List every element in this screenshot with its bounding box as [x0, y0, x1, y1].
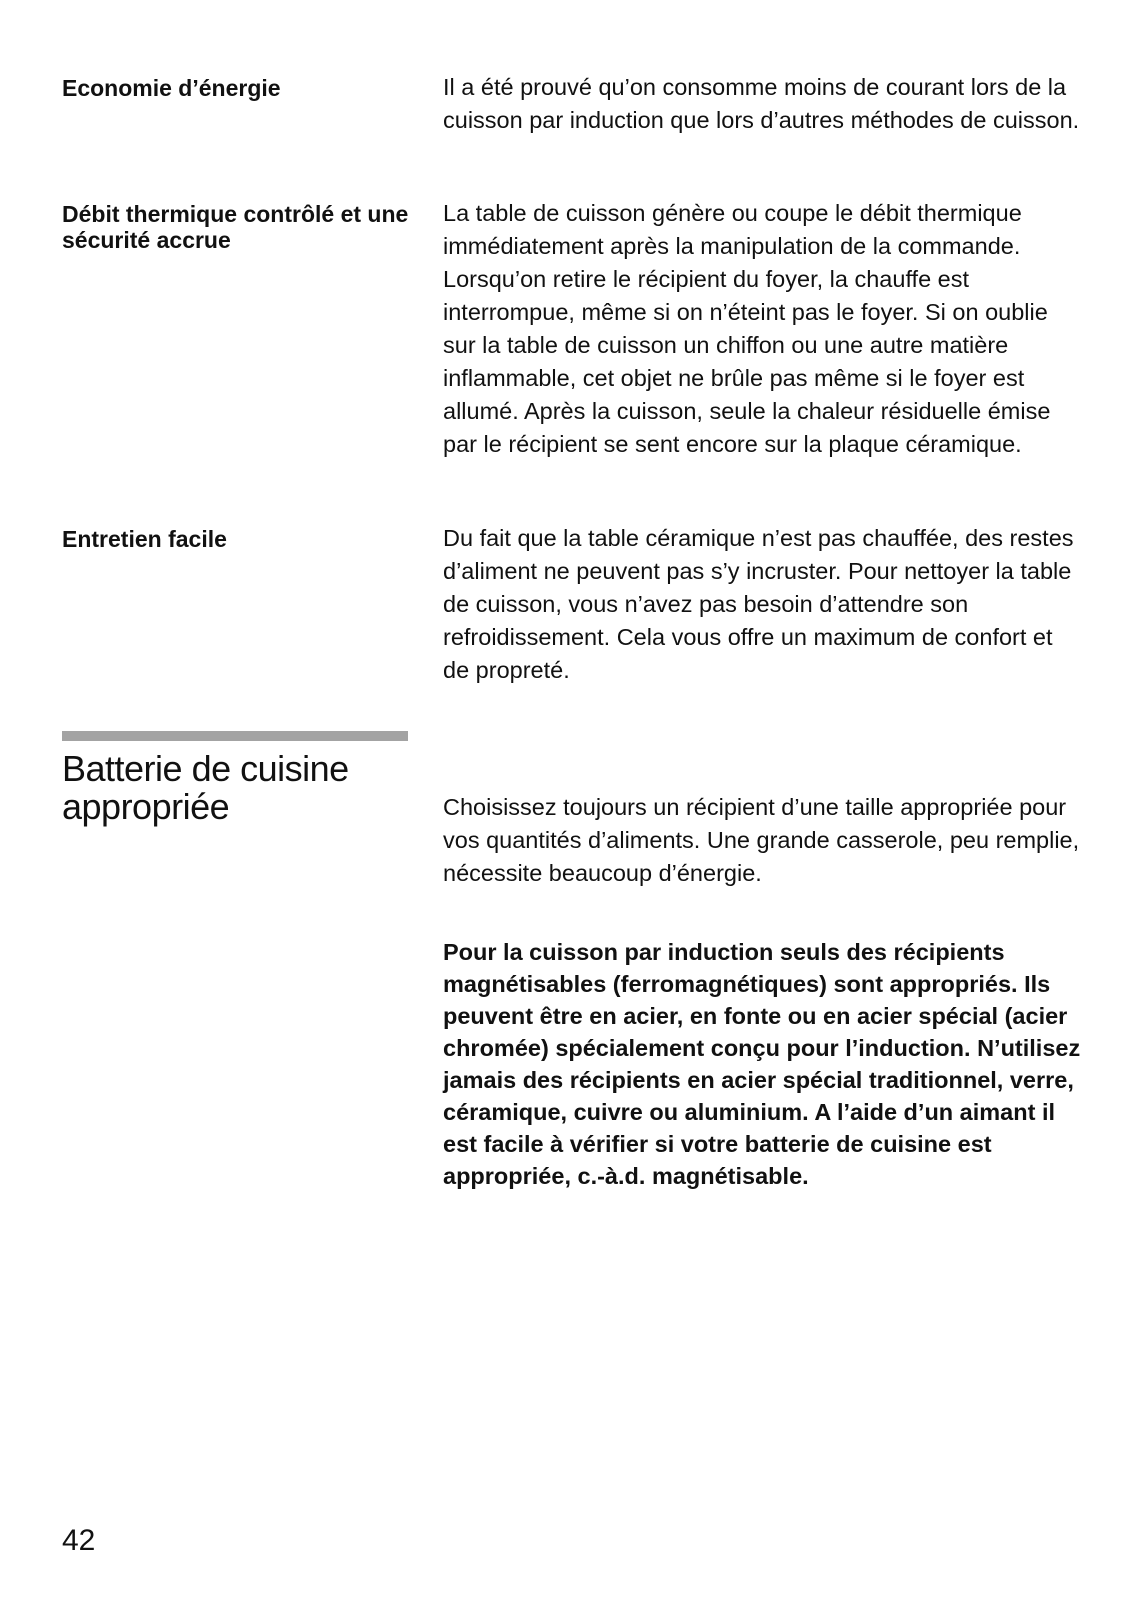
feature-cleaning-label: Entretien facile — [62, 526, 227, 552]
feature-energy-text: Il a été prouvé qu’on consomme moins de courant lors de la cuisson par induction que lors d’autres méthodes de cuisson. — [443, 74, 1080, 133]
section-divider — [62, 731, 408, 741]
feature-cleaning-text: Du fait que la table céramique n’est pas chauffée, des restes d’aliment ne peuvent pas s’y incruster. Pour nettoyer la table de cuisson, vous n’avez pas besoin d’attendre son refroidissement. Cela vous offre un maximum de confort et de propreté. — [443, 525, 1074, 683]
page-number: 42 — [62, 1524, 96, 1557]
section-paragraph: Choisissez toujours un récipient d’une taille appropriée pour vos quantités d’aliments. Une grande casserole, peu remplie, nécessite beaucoup d’énergie. — [443, 794, 1080, 886]
feature-safety-text: La table de cuisson génère ou coupe le débit thermique immédiatement après la manipulation de la commande. Lorsqu’on retire le récipient du foyer, la chauffe est interrompue, même si on n’éteint pas le foyer. Si on oublie sur la table de cuisson un chiffon ou une autre matière inflammable, cet objet ne brûle pas même si le foyer est allumé. Après la cuisson, seule la chaleur résiduelle émise par le récipient se sent encore sur la plaque céramique. — [443, 200, 1051, 457]
section-title: Batterie de cuisine appropriée — [62, 748, 349, 827]
section-note: Pour la cuisson par induction seuls des récipients magnétisables (ferromagnétiques) sont appropriés. Ils peuvent être en acier, en fonte ou en acier spécial (acier chromée) spécialement conçu pour l’induction. N’utilisez jamais des récipients en acier spécial traditionnel, verre, céramique, cuivre ou aluminium. A l’aide d’un aimant il est facile à vérifier si votre batterie de cuisine est appropriée, c.-à.d. magnétisable. — [443, 939, 1081, 1189]
feature-energy-label: Economie d’énergie — [62, 75, 281, 101]
feature-safety-label: Débit thermique contrôlé et une sécurité accrue — [62, 201, 409, 253]
